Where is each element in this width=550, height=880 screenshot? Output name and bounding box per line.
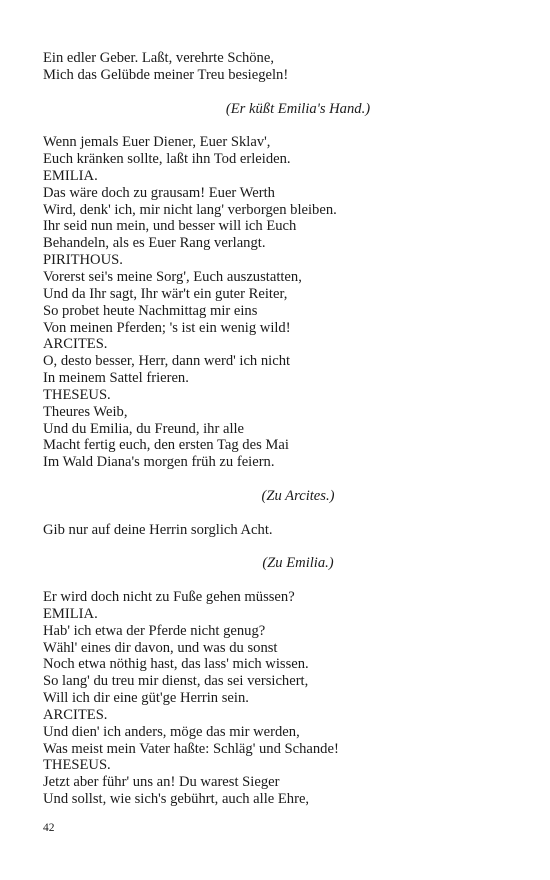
speaker-name: PIRITHOUS.: [43, 252, 123, 269]
verse-line: So lang' du treu mir dienst, das sei versichert,: [43, 673, 309, 690]
speaker-name: THESEUS.: [43, 386, 111, 403]
verse-line: Vorerst sei's meine Sorg', Euch auszustatten,: [43, 268, 302, 285]
verse-line: Mich das Gelübde meiner Treu besiegeln!: [43, 66, 289, 83]
stage-direction: (Zu Arcites.): [261, 487, 335, 504]
verse-line: Behandeln, als es Euer Rang verlangt.: [43, 235, 266, 252]
verse-line: O, desto besser, Herr, dann werd' ich nicht: [43, 353, 291, 370]
verse-line: Das wäre doch zu grausam! Euer Werth: [43, 184, 275, 201]
verse-line: Ein edler Geber. Laßt, verehrte Schöne,: [43, 50, 274, 66]
verse-line: Ihr seid nun mein, und besser will ich Euch: [43, 218, 297, 235]
verse-line: Wird, denk' ich, mir nicht lang' verborgen bleiben.: [43, 201, 337, 218]
verse-line: Jetzt aber führ' uns an! Du warest Sieger: [43, 774, 280, 791]
verse-line: Hab' ich etwa der Pferde nicht genug?: [43, 622, 266, 639]
verse-line: Und du Emilia, du Freund, ihr alle: [43, 420, 245, 437]
verse-line: Und sollst, wie sich's gebührt, auch alle Ehre,: [43, 791, 310, 808]
verse-line: Im Wald Diana's morgen früh zu feiern.: [43, 454, 275, 471]
stage-direction: (Er küßt Emilia's Hand.): [225, 100, 371, 117]
speaker-name: ARCITES.: [43, 336, 108, 353]
verse-line: Gib nur auf deine Herrin sorglich Acht.: [43, 521, 273, 538]
verse-line: Er wird doch nicht zu Fuße gehen müssen?: [43, 589, 295, 605]
speaker-name: THESEUS.: [43, 757, 111, 774]
verse-line: Was meist mein Vater haßte: Schläg' und Schande!: [43, 740, 339, 757]
verse-line: Macht fertig euch, den ersten Tag des Mai: [43, 437, 289, 454]
verse-line: Theures Weib,: [43, 403, 128, 420]
verse-line: Wenn jemals Euer Diener, Euer Sklav',: [43, 134, 271, 151]
speaker-name: ARCITES.: [43, 706, 108, 723]
verse-line: Wähl' eines dir davon, und was du sonst: [43, 639, 278, 656]
speaker-name: EMILIA.: [43, 167, 98, 184]
verse-line: Und da Ihr sagt, Ihr wär't ein guter Reiter,: [43, 285, 288, 302]
verse-line: Von meinen Pferden; 's ist ein wenig wild!: [43, 319, 291, 336]
verse-line: In meinem Sattel frieren.: [43, 370, 189, 387]
verse-line: Euch kränken sollte, laßt ihn Tod erleiden.: [43, 151, 291, 168]
stage-direction: (Zu Emilia.): [262, 555, 334, 572]
play-text: [43, 50, 513, 808]
verse-line: Noch etwa nöthig hast, das lass' mich wissen.: [43, 656, 309, 673]
verse-line: So probet heute Nachmittag mir eins: [43, 302, 258, 319]
verse-line: Und dien' ich anders, möge das mir werden,: [43, 723, 300, 740]
speaker-name: EMILIA.: [43, 605, 98, 622]
verse-line: Will ich dir eine güt'ge Herrin sein.: [43, 690, 249, 707]
page-number: 42: [43, 822, 55, 834]
